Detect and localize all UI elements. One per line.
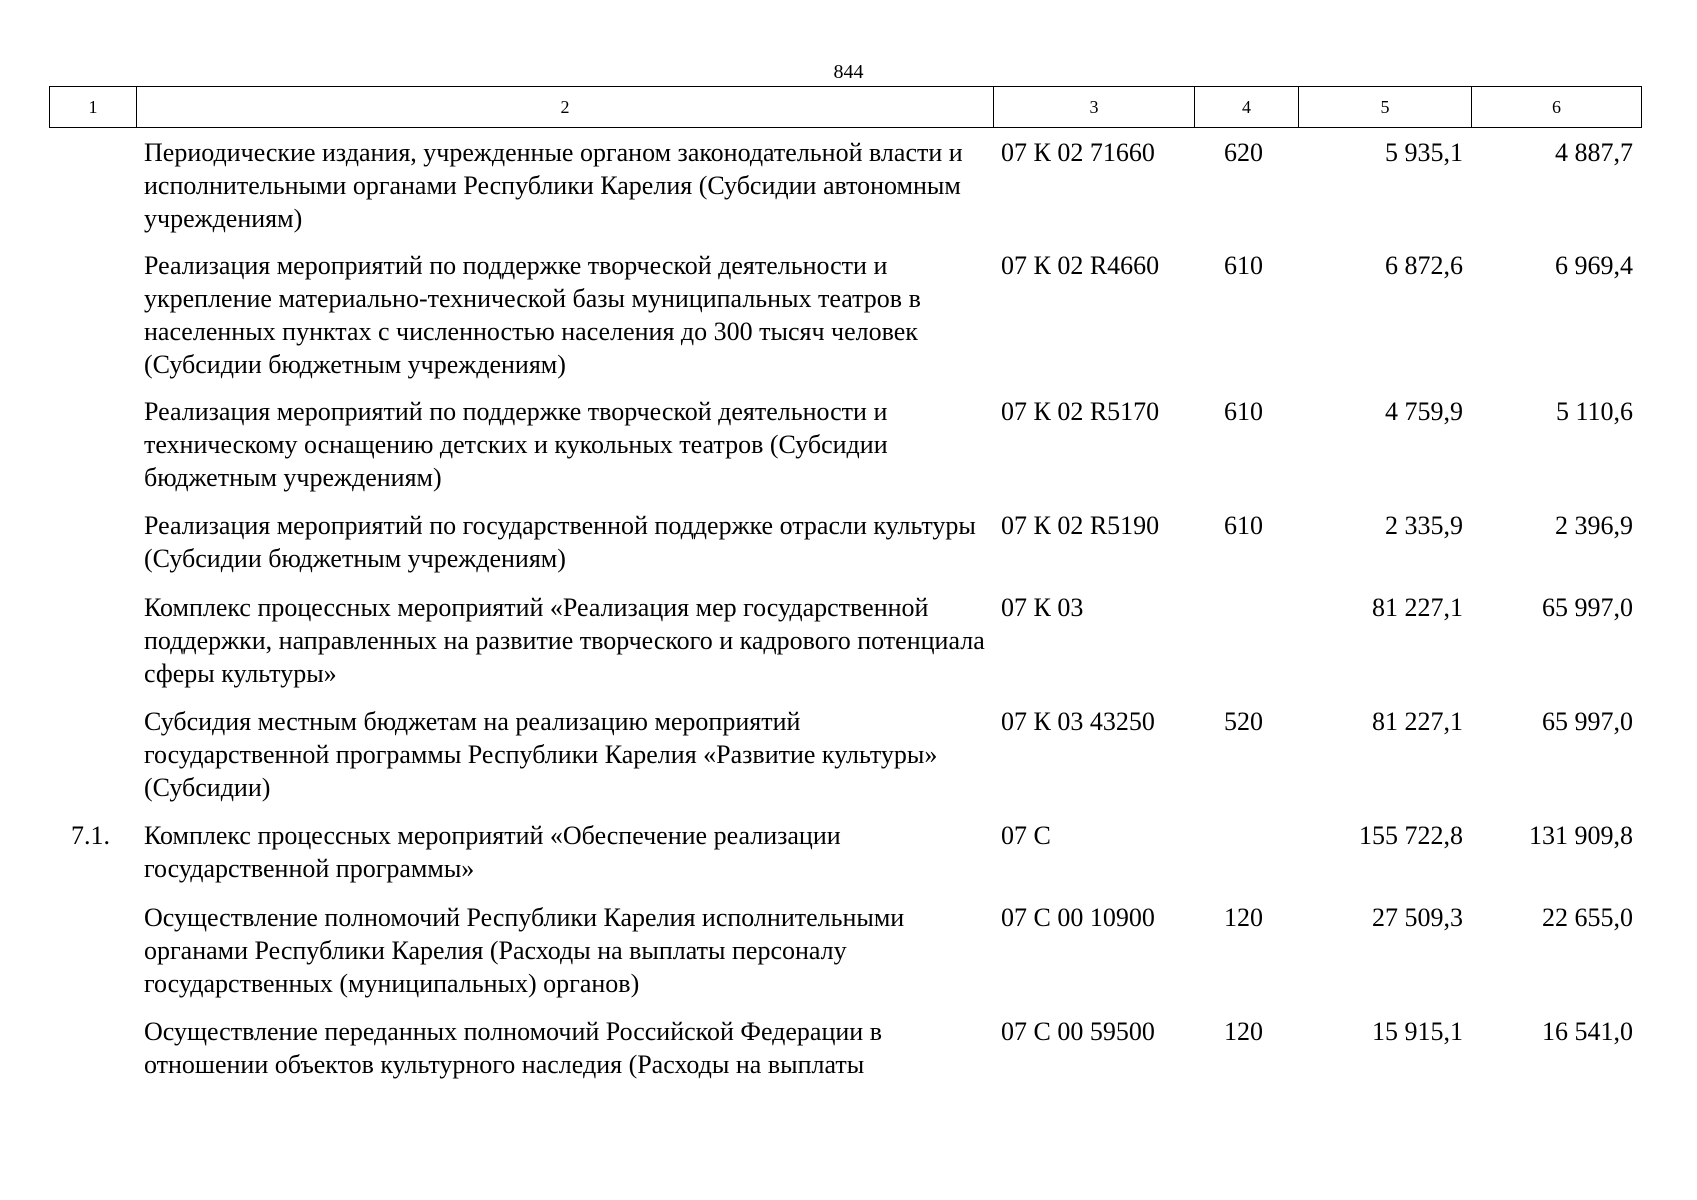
column-header-row bbox=[50, 87, 1642, 128]
expense-name: Комплекс процессных мероприятий «Обеспечение реализации государственной программы» bbox=[144, 821, 841, 883]
expense-type: 610 bbox=[1224, 397, 1263, 426]
amount-year-1: 81 227,1 bbox=[1372, 707, 1463, 736]
budget-code: 07 К 03 43250 bbox=[1001, 707, 1155, 736]
table-row bbox=[49, 591, 1641, 705]
column-header-1: 1 bbox=[50, 87, 137, 128]
table-row bbox=[49, 819, 1641, 901]
expense-type: 120 bbox=[1224, 1017, 1263, 1046]
column-header-6: 6 bbox=[1472, 87, 1642, 128]
table-row bbox=[49, 136, 1641, 249]
budget-code: 07 С 00 10900 bbox=[1001, 903, 1155, 932]
row-number bbox=[49, 249, 136, 395]
table-row bbox=[49, 901, 1641, 1015]
table-row bbox=[49, 249, 1641, 395]
amount-year-2: 4 887,7 bbox=[1555, 138, 1633, 167]
column-header-5: 5 bbox=[1299, 87, 1472, 128]
amount-year-2: 65 997,0 bbox=[1542, 593, 1633, 622]
budget-code: 07 К 02 R5170 bbox=[1001, 397, 1160, 426]
budget-code: 07 К 02 R5190 bbox=[1001, 511, 1160, 540]
row-number bbox=[49, 705, 136, 819]
amount-year-1: 155 722,8 bbox=[1359, 821, 1463, 850]
amount-year-2: 2 396,9 bbox=[1555, 511, 1633, 540]
row-number bbox=[49, 901, 136, 1015]
row-number: 7.1. bbox=[71, 821, 110, 850]
amount-year-2: 16 541,0 bbox=[1542, 1017, 1633, 1046]
expense-name: Периодические издания, учрежденные органом законодательной власти и исполнительными органами Республики Карелия (Субсидии автономным учреждениям) bbox=[144, 138, 963, 233]
amount-year-1: 5 935,1 bbox=[1385, 138, 1463, 167]
expense-name: Реализация мероприятий по поддержке творческой деятельности и укрепление материально-технической базы муниципальных театров в населенных пунктах с численностью населения до 300 тысяч человек (Субсидии бюджетным учреждениям) bbox=[144, 251, 921, 379]
amount-year-2: 22 655,0 bbox=[1542, 903, 1633, 932]
table-row bbox=[49, 1015, 1641, 1097]
budget-code: 07 К 03 bbox=[1001, 593, 1084, 622]
budget-code: 07 С 00 59500 bbox=[1001, 1017, 1155, 1046]
expense-type: 620 bbox=[1224, 138, 1263, 167]
page-number: 844 bbox=[833, 61, 864, 83]
expense-type bbox=[1194, 591, 1298, 705]
column-header-4: 4 bbox=[1195, 87, 1299, 128]
expense-name: Субсидия местным бюджетам на реализацию мероприятий государственной программы Республики Карелия «Развитие культуры» (Субсидии) bbox=[144, 707, 938, 802]
amount-year-1: 4 759,9 bbox=[1385, 397, 1463, 426]
expense-name: Осуществление полномочий Республики Карелия исполнительными органами Республики Карелия (Расходы на выплаты персоналу государственных (муниципальных) органов) bbox=[144, 903, 905, 998]
amount-year-2: 65 997,0 bbox=[1542, 707, 1633, 736]
amount-year-1: 81 227,1 bbox=[1372, 593, 1463, 622]
row-number bbox=[49, 136, 136, 249]
column-header-table bbox=[49, 86, 1642, 128]
table-row bbox=[49, 705, 1641, 819]
row-number bbox=[49, 509, 136, 591]
amount-year-1: 6 872,6 bbox=[1385, 251, 1463, 280]
amount-year-2: 5 110,6 bbox=[1555, 397, 1633, 426]
amount-year-2: 131 909,8 bbox=[1529, 821, 1633, 850]
amount-year-1: 27 509,3 bbox=[1372, 903, 1463, 932]
expense-type: 520 bbox=[1224, 707, 1263, 736]
amount-year-2: 6 969,4 bbox=[1555, 251, 1633, 280]
expense-type: 120 bbox=[1224, 903, 1263, 932]
row-number bbox=[49, 1015, 136, 1097]
budget-code: 07 К 02 R4660 bbox=[1001, 251, 1160, 280]
budget-code: 07 К 02 71660 bbox=[1001, 138, 1155, 167]
expense-type: 610 bbox=[1224, 511, 1263, 540]
table-row bbox=[49, 509, 1641, 591]
expense-type bbox=[1194, 819, 1298, 901]
column-header-3: 3 bbox=[994, 87, 1195, 128]
table-row bbox=[49, 395, 1641, 509]
amount-year-1: 15 915,1 bbox=[1372, 1017, 1463, 1046]
expense-name: Реализация мероприятий по государственной поддержке отрасли культуры (Субсидии бюджетным учреждениям) bbox=[144, 511, 976, 573]
expense-name: Реализация мероприятий по поддержке творческой деятельности и техническому оснащению детских и кукольных театров (Субсидии бюджетным учреждениям) bbox=[144, 397, 888, 492]
row-number bbox=[49, 395, 136, 509]
expense-type: 610 bbox=[1224, 251, 1263, 280]
budget-code: 07 С bbox=[1001, 821, 1051, 850]
table-body bbox=[49, 136, 1641, 1097]
amount-year-1: 2 335,9 bbox=[1385, 511, 1463, 540]
column-header-2: 2 bbox=[137, 87, 994, 128]
expense-name: Осуществление переданных полномочий Российской Федерации в отношении объектов культурного наследия (Расходы на выплаты bbox=[144, 1017, 882, 1079]
expense-name: Комплекс процессных мероприятий «Реализация мер государственной поддержки, направленных на развитие творческого и кадрового потенциала сферы культуры» bbox=[144, 593, 985, 688]
row-number bbox=[49, 591, 136, 705]
